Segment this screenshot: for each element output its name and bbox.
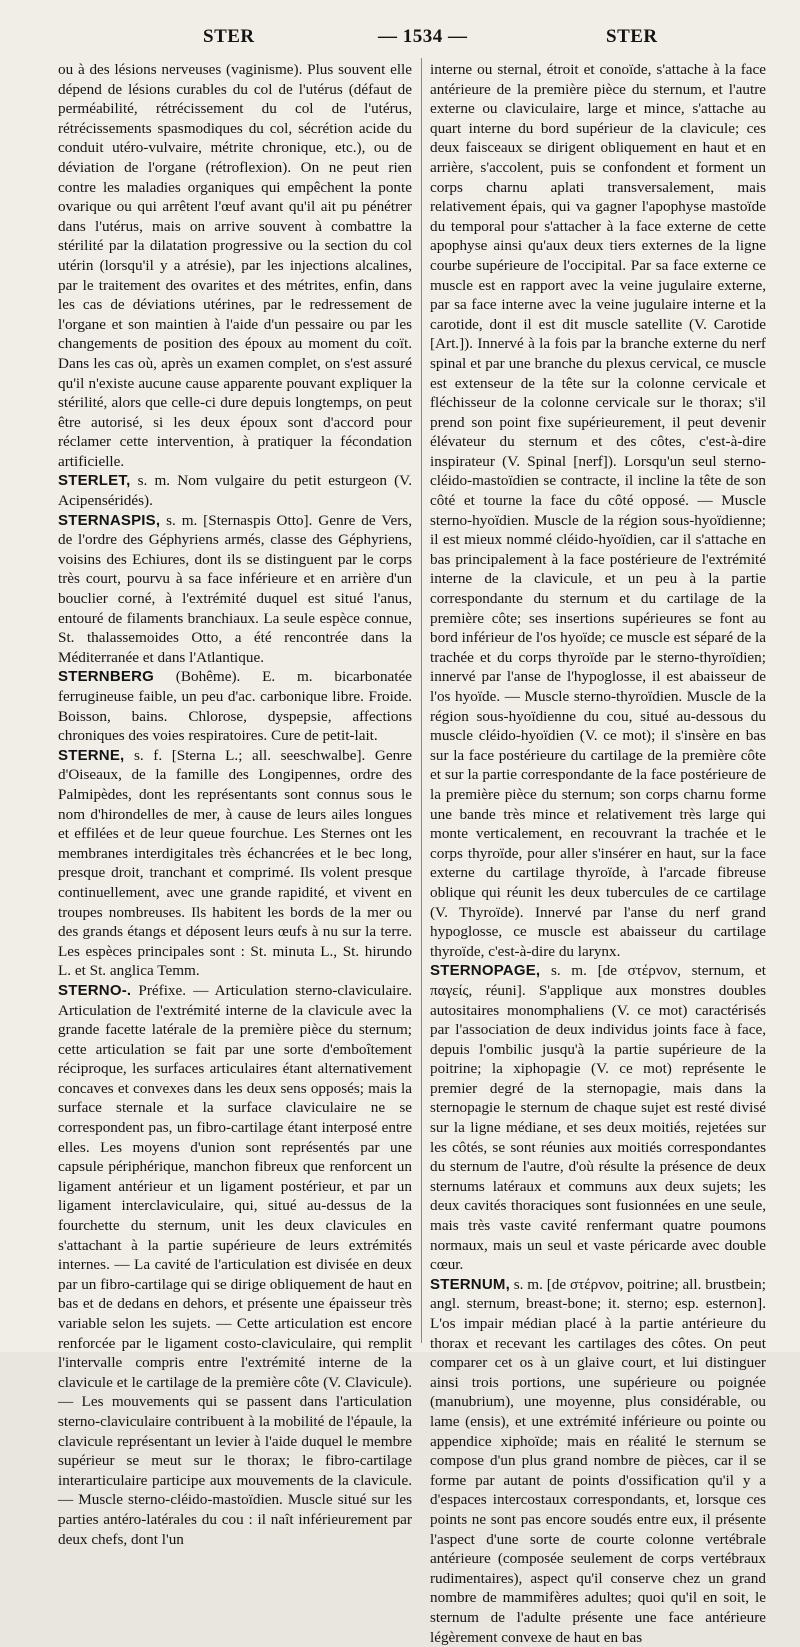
entry-sterlet bbox=[58, 471, 412, 510]
headword: STERNOPAGE, bbox=[430, 962, 541, 980]
entry-text: interne ou sternal, étroit et conoïde, s'attache à la face antérieure de la première pièce du sternum, et l'autre externe ou claviculaire, large et mince, s'attache au quart interne du bord supérieur de la clavicule; ces deux faisceaux se dirigent obliquement en haut et en arrière, s'accolent, puis se confondent et forment un corps charnu aplati transversalement, mais relativement épais, qui va gagner l'apophyse mastoïde du temporal pour s'attacher à la face externe de cette apophyse ainsi qu'aux deux tiers externes de la ligne courbe supérieure de l'occipital. Par sa face externe ce muscle est en rapport avec la veine jugulaire externe, par sa face interne avec la veine jugulaire interne et la carotide, dont il est dit muscle satellite (V. Carotide [Art.]). Innervé à la fois par la branche externe du nerf spinal et par une branche du plexus cervical, ce muscle est extenseur de la tête sur la colonne cervicale et fléchisseur de la colonne cervicale sur le thorax; s'il prend son point fixe supérieurement, il peut devenir élévateur du sternum et des côtes, c'est-à-dire inspirateur (V. Spinal [nerf]). Lorsqu'un seul sterno-cléido-mastoïdien se contracte, il incline la tête de son côté et tourne la face du côté opposé. — Muscle sterno-hyoïdien. Muscle de la région sous-hyoïdienne; il est mieux nommé cléido-hyoïdien, car il s'attache en bas principalement à la face postérieure de l'extrémité interne de la clavicule, et un peu à la partie correspondante du sternum et du cartilage de la première côte; ses insertions supérieures se font au bord inférieur de l'os hyoïde; ce muscle est séparé de la trachée et du corps thyroïde par le sterno-thyroïdien; innervé par l'anse de l'hypoglosse, il est abaisseur de l'os hyoïde. — Muscle sterno-thyroïdien. Muscle de la région sous-hyoïdienne du cou, situé au-dessous du muscle cléido-hyoïdien (V. ce mot); il s'insère en bas sur la face postérieure du cartilage de la première côte et sur la partie correspondante de la face postérieure de la première pièce du sternum; son corps charnu forme une bande très mince et relativement très large qui monte verticalement, en recouvrant la trachée et le corps thyroïde, pour aller s'insérer en haut, sur la face externe du cartilage thyroïde, à l'arcade fibreuse oblique qui réunit les deux tubercules de ce cartilage (V. Thyroïde). Innervé par l'anse du nerf grand hypoglosse, ce muscle est abaisseur du cartilage thyroïde, c'est-à-dire du larynx. bbox=[430, 61, 766, 960]
entry-sternum bbox=[430, 1275, 766, 1647]
entry-sternaspis bbox=[58, 511, 412, 668]
entry-continuation bbox=[58, 60, 412, 471]
entry-text: s. m. [de στέρνον, sternum, et παγείς, réuni]. S'applique aux monstres doubles autositaires monomphaliens (V. ce mot) caractérisés par l'association de deux individus joints face à face, depuis l'ombilic jusqu'à la partie supérieure de la poitrine; la xiphopagie (V. ce mot) représente le premier degré de la sternopagie, mais dans la sternopagie le sternum de chaque sujet est resté divisé sur la ligne médiane, et ses deux moitiés, rejetées sur les côtés, se sont réunies aux moitiés correspondantes du sternum de l'autre, d'où résulte la présence de deux sternums latéraux et communs aux deux sujets; les deux cavités thoraciques sont fusionnées en une seule, mais très vaste cavité renfermant quatre poumons normaux, mais un seul et vaste péricarde avec double cœur. bbox=[430, 962, 766, 1274]
entry-sterno bbox=[58, 981, 412, 1549]
entry-text: ou à des lésions nerveuses (vaginisme). Plus souvent elle dépend de lésions curables du col de l'utérus (défaut de perméabilité, rétrécissement du col de l'utérus, rétrécissements spasmodiques du col, sécrétion acide du conduit utéro-vulvaire, métrite chronique, etc.), ou de déviation de l'organe (rétroflexion). On ne peut rien contre les maladies organiques qui empêchent la ponte ovarique ou qui arrêtent l'œuf avant qu'il ait pu pénétrer dans l'utérus, mais on arrive souvent à combattre la stérilité par la dilatation progressive ou la section du col utérin (lorsqu'il y a atrésie), par les injections alcalines, par le traitement des ovarites et des métrites, enfin, dans les cas de déviations utérines, par le redressement de l'organe et son maintien à l'aide d'un pessaire ou par les changements de position des époux au moment du coït. Dans les cas où, après un examen complet, on s'est assuré qu'il n'existe aucune cause apparente pouvant expliquer la stérilité, alors que celle-ci dure depuis longtemps, on peut être autorisé, si les deux époux sont d'accord pour réclamer cette intervention, à pratiquer la fécondation artificielle. bbox=[58, 61, 412, 470]
running-header bbox=[0, 26, 800, 56]
entry-text: s. m. [de στέρνον, poitrine; all. brustbein; angl. sternum, breast-bone; it. sterno; esp. esternon]. L'os impair médian placé à la partie antérieure du thorax et recevant les cartilages des côtes. On peut comparer cet os à un glaive court, et lui distinguer ainsi trois portions, une supérieure ou poignée (manubrium), une moyenne, plus considérable, ou lame (ensis), et une extrémité inférieure ou pointe ou appendice xiphoïde; mais en réalité le sternum se compose d'un plus grand nombre de pièces, car il se forme par autant de points d'ossification qu'il y a d'espaces intercostaux correspondants, et, lorsque ces points ne sont pas encore soudés entre eux, il présente l'aspect d'une sorte de courte colonne vertébrale antérieure (composée seulement de corps vertébraux rudimentaires), aspect qu'il conserve chez un grand nombre de mammifères adultes; quoi qu'il en soit, le sternum de l'adulte présente une face antérieure légèrement convexe de haut en bas bbox=[430, 1275, 766, 1646]
headword: STERNE, bbox=[58, 746, 125, 764]
column-divider bbox=[421, 58, 422, 1343]
header-right-word: STER bbox=[606, 26, 658, 47]
headword: STERNUM, bbox=[430, 1275, 510, 1293]
entry-text: Préfixe. — Articulation sterno-claviculaire. Articulation de l'extrémité interne de la clavicule avec la grande facette latérale de la première pièce du sternum; cette articulation se fait par une sorte d'emboîtement réciproque, les surfaces articulaires étant alternativement concaves et convexes dans les deux sens opposés; mais la surface sternale et la surface claviculaire ne se correspondent pas, un fibro-cartilage étant interposé entre elles. Les moyens d'union sont représentés par une capsule périphérique, manchon fibreux que renforcent un ligament antérieur et un ligament postérieur, et par un ligament interclaviculaire, qui, situé au-dessus de la fourchette du sternum, unit les deux clavicules en s'attachant à la partie supérieure de leurs extrémités internes. — La cavité de l'articulation est divisée en deux par un fibro-cartilage qui se dirige obliquement de haut en bas et de dedans en dehors, et présente une épaisseur très variable selon les sujets. — Cette articulation est encore renforcée par le ligament costo-claviculaire, qui remplit l'intervalle compris entre l'extrémité interne de la clavicule et le cartilage de la première côte (V. Clavicule). — Les mouvements qui se passent dans l'articulation sterno-claviculaire contribuent à la mobilité de l'épaule, la clavicule représentant un levier à l'aide duquel le membre supérieur se meut sur le thorax; le fibro-cartilage interarticulaire participe aux mouvements de la clavicule. — Muscle sterno-cléido-mastoïdien. Muscle situé sur les parties antéro-latérales du cou : il naît inférieurement par deux chefs, dont l'un bbox=[58, 981, 412, 1548]
right-column bbox=[430, 60, 766, 1646]
entry-text: s. m. Nom vulgaire du petit esturgeon (V. Acipenséridés). bbox=[58, 472, 412, 510]
entry-sternberg bbox=[58, 667, 412, 745]
entry-text: s. m. [Sternaspis Otto]. Genre de Vers, de l'ordre des Géphyriens armés, classe des Géphyriens, voisins des Echiures, dont ils se distinguent par le corps très court, pourvu à sa face inférieure et en arrière d'un bouclier corné, à l'extrémité duquel est situé l'anus, entouré de filaments branchiaux. La seule espèce connue, St. thalassemoides Otto, a été rencontrée dans la Méditerranée et dans l'Atlantique. bbox=[58, 511, 412, 666]
headword: STERNASPIS, bbox=[58, 511, 161, 529]
entry-text: s. f. [Sterna L.; all. seeschwalbe]. Genre d'Oiseaux, de la famille des Longipennes, ordre des Palmipèdes, dont les représentants sont connus sous le nom d'hirondelles de mer, à cause de leurs ailes longues et effilées et de leur queue fourchue. Les Sternes ont les membranes interdigitales très échancrées et le bec long, presque droit, tranchant et comprimé. Ils volent presque continuellement, avec une grande rapidité, et vivent en troupes nombreuses. Ils habitent les bords de la mer ou des grands étangs et déposent leurs œufs à nu sur la terre. Les espèces principales sont : St. minuta L., St. hirundo L. et St. anglica Temm. bbox=[58, 746, 412, 980]
entry-sterne bbox=[58, 746, 412, 981]
left-column bbox=[58, 60, 412, 1548]
header-left-word: STER bbox=[203, 26, 255, 47]
entry-continuation bbox=[430, 60, 766, 961]
page-number: — 1534 — bbox=[378, 26, 468, 47]
headword: STERNO-. bbox=[58, 981, 132, 999]
entry-text: (Bohême). E. m. bicarbonatée ferrugineuse faible, un peu d'ac. carbonique libre. Froide. Boisson, bains. Chlorose, dyspepsie, affections chroniques des voies respiratoires. Cure de petit-lait. bbox=[58, 668, 412, 745]
headword: STERNBERG bbox=[58, 668, 154, 686]
entry-sternopage bbox=[430, 961, 766, 1275]
headword: STERLET, bbox=[58, 472, 131, 490]
